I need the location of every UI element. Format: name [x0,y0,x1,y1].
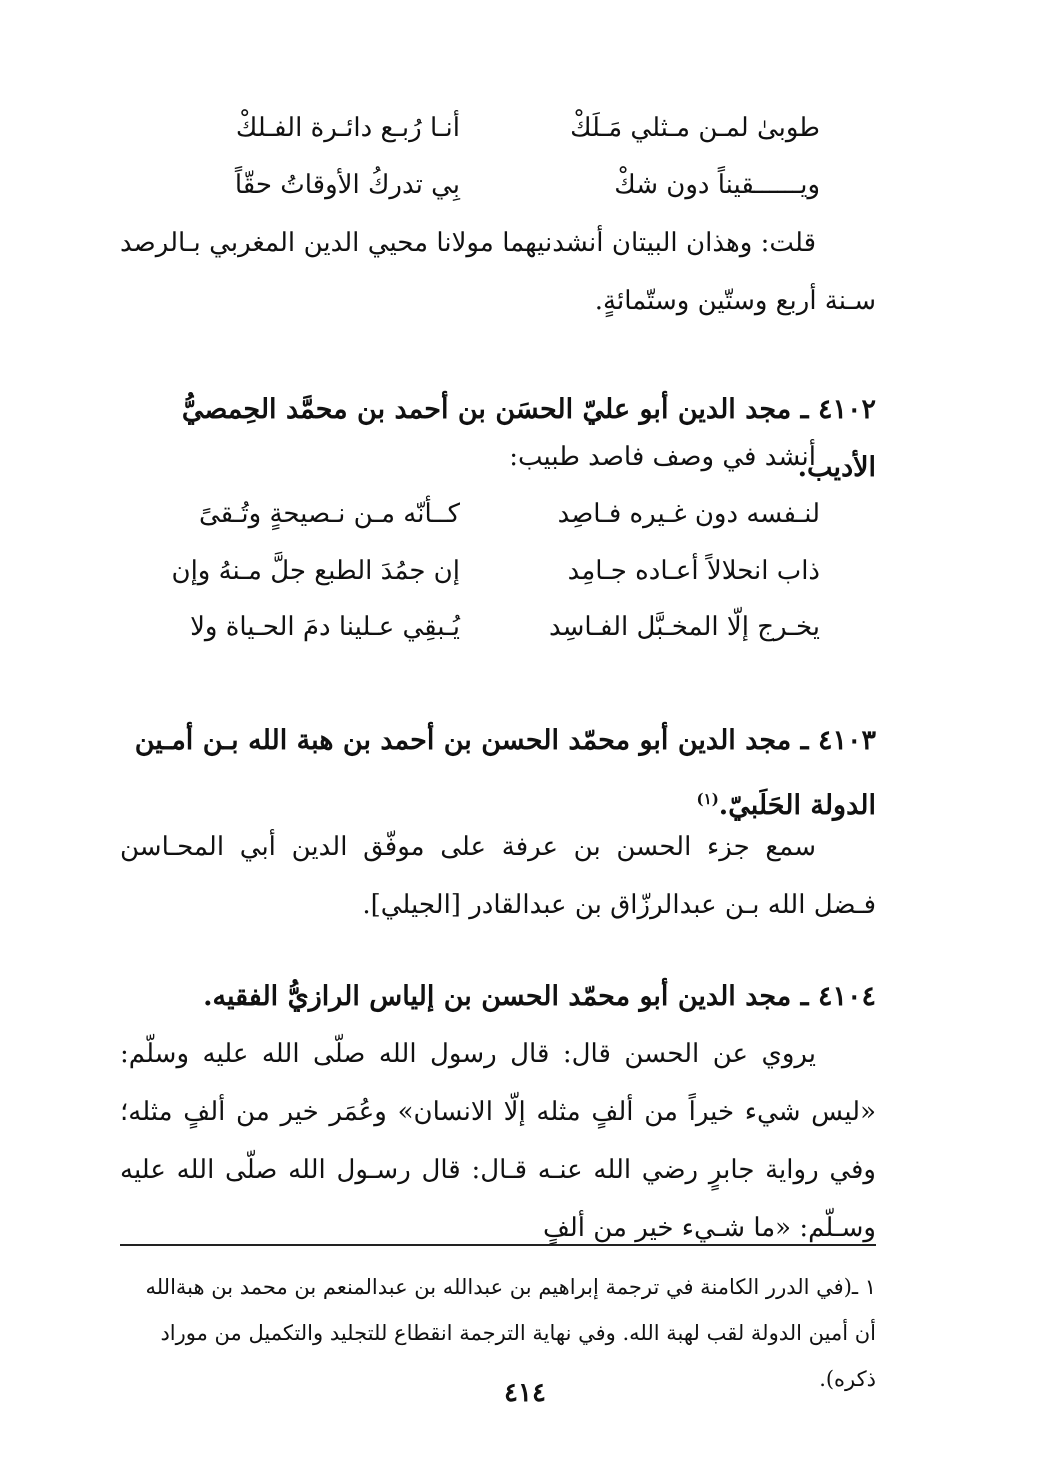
poem-verse [170,546,820,596]
entry-heading-4104: ٤١٠٤ ـ مجد الدين أبو محمّد الحسن بن إلياس الرازيُّ الفقيه. [203,981,876,1012]
footnote-marker: (١) [696,790,719,808]
entry-heading-text: ٤١٠٣ ـ مجد الدين أبو محمّد الحسن بن أحمد بن هبة الله بـن أمـين الدولة الحَلَبيّ. [134,725,876,821]
entry-body-4104: يروي عن الحسن قال: قال رسول الله صلّى الله عليه وسلّم: «ليس شيء خيراً من ألفٍ مثله إلّا الانسان» وعُمَر خير من ألفٍ مثله؛ وفي رواية جابرٍ رضي الله عنـه قـال: قال رسـول الله صلّى الله عليه وسـلّم: «ما شـيء خير من ألفٍ [120,1039,876,1243]
poem-verse [170,103,820,153]
verse-second-hemistich: ذاب انحلالاً أعـاده جـامِد [567,556,820,586]
page-number: ٤١٤ [504,1378,546,1408]
commentary-paragraph: قلت: وهذان البيتان أنشدنيهما مولانا محيي الدين المغربي بـالرصد سـنة أربع وستّين وستّمائةٍ. [120,228,876,316]
footnote-separator [120,1244,876,1246]
verse-first-hemistich: أنـا رُبـع دائـرة الفـلكْ [235,113,460,143]
verse-first-hemistich: كــأنّه مـن نـصيحةٍ وتُـقىً [198,499,460,529]
verse-second-hemistich: طوبىٰ لمـن مـثلي مَـلَكْ [570,113,820,143]
entry-intro-4102: أنشد في وصف فاصد طبيب: [509,442,816,472]
poem-verse [170,602,820,652]
verse-second-hemistich: يخـرج إلّا المخـبَّل الفـاسِد [549,612,820,642]
verse-first-hemistich: إن جمُدَ الطبع جلَّ مـنهُ وإن [171,556,460,586]
footnote: ١ ـ(في الدرر الكامنة في ترجمة إبراهيم بن عبدالله بن عبدالمنعم بن محمد بن هبةالله أن أمين الدولة لقب لهبة الله. وفي نهاية الترجمة انقطاع للتجليد والتكميل من موراد ذكره). [145,1275,876,1391]
verse-second-hemistich: لنـفسه دون غـيره فـاصِد [557,499,820,529]
verse-first-hemistich: بِي تدركُ الأوقاتُ حقّاً [234,170,460,200]
verse-second-hemistich: ويــــــقيناً دون شكْ [614,170,820,200]
poem-verse [170,160,820,210]
entry-heading-4103 [120,712,876,835]
entry-body-4103: سمع جزء الحسن بن عرفة على موفّق الدين أبي المحـاسن فـضل الله بـن عبدالرزّاق بن عبدالقادر [الجيلي]. [120,832,876,920]
verse-first-hemistich: يُـبقِي عـلينا دمَ الحـياة ولا [190,612,460,642]
poem-verse [170,489,820,539]
entry-heading-4102: ٤١٠٢ ـ مجد الدين أبو عليّ الحسَن بن أحمد بن محمَّد الحِمصيُّ الأديب. [181,394,876,483]
